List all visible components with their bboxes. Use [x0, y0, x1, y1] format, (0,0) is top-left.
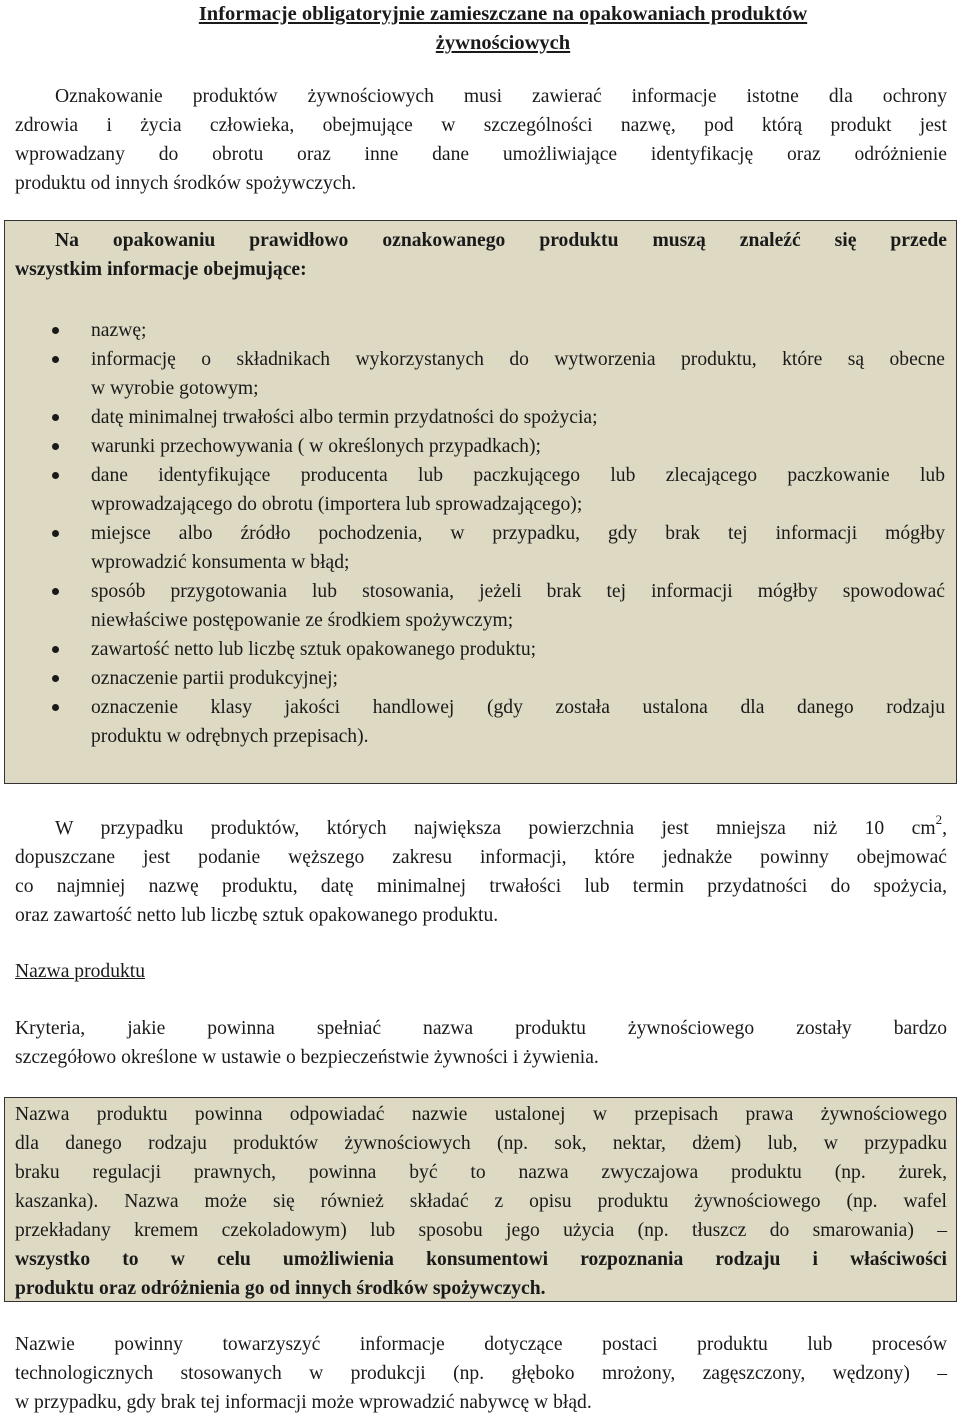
text-line: dopuszczane jest podanie węższego zakresu informacji, które jednakże powinny obejmować [15, 847, 947, 868]
list-item-text: datę minimalnej trwałości albo termin przydatności do spożycia; [91, 407, 598, 428]
list-item [55, 403, 945, 432]
list-item-text: niewłaściwe postępowanie ze środkiem spożywczym; [91, 610, 514, 631]
list-item-text: sposób przygotowania lub stosowania, jeżeli brak tej informacji mógłby spowodować [91, 581, 945, 602]
list-item-text: nazwę; [91, 320, 147, 341]
heading-text: Nazwa produktu [15, 961, 146, 982]
list-item [55, 693, 945, 751]
bullet-icon [52, 356, 59, 363]
list-item-text: warunki przechowywania ( w określonych przypadkach); [91, 436, 541, 457]
list-item-text: w wyrobie gotowym; [91, 378, 259, 399]
title-line: żywnościowych [435, 32, 571, 54]
list-item-text: miejsce albo źródło pochodzenia, w przypadku, gdy brak tej informacji mógłby [91, 523, 945, 544]
text-line: co najmniej nazwę produktu, datę minimalnej trwałości lub termin przydatności do spożycia, [15, 876, 947, 897]
list-item-text: zawartość netto lub liczbę sztuk opakowanego produktu; [91, 639, 537, 660]
list-item-text: wprowadzającego do obrotu (importera lub sprowadzającego); [91, 494, 583, 515]
bullet-icon [52, 327, 59, 334]
list-item [55, 345, 945, 403]
list-item [55, 635, 945, 664]
list-item-text: produktu w odrębnych przepisach). [91, 726, 369, 747]
text-segment: W przypadku produktów, których największa powierzchnia jest mniejsza niż 10 cm [55, 818, 936, 839]
text-line: szczegółowo określone w ustawie o bezpieczeństwie żywności i żywienia. [15, 1047, 599, 1068]
bullet-icon [52, 588, 59, 595]
intro-paragraph [15, 82, 947, 198]
text-line: kaszanka). Nazwa może się również składać z opisu produktu żywnościowego (np. wafel [15, 1191, 947, 1212]
text-line [15, 814, 947, 843]
bullet-icon [52, 414, 59, 421]
text-line: braku regulacji prawnych, powinna być to nazwa zwyczajowa produktu (np. żurek, [15, 1162, 947, 1183]
text-segment: , [942, 818, 947, 839]
text-line: produktu oraz odróżnienia go od innych środków spożywczych. [15, 1278, 546, 1299]
box-lead [15, 226, 947, 284]
list-item [55, 519, 945, 577]
list-item [55, 664, 945, 693]
bullet-icon [52, 530, 59, 537]
text-line: Nazwie powinny towarzyszyć informacje dotyczące postaci produktu lub procesów [15, 1334, 947, 1355]
text-line: w przypadku, gdy brak tej informacji może wprowadzić nabywcę w błąd. [15, 1392, 592, 1413]
text-line: Na opakowaniu prawidłowo oznakowanego produktu muszą znaleźć się przede [55, 230, 947, 251]
list-item-text: dane identyfikujące producenta lub paczkującego lub zlecającego paczkowanie lub [91, 465, 945, 486]
text-line: produktu od innych środków spożywczych. [15, 173, 357, 194]
list-item-text: oznaczenie partii produkcyjnej; [91, 668, 338, 689]
mandatory-info-list [55, 316, 945, 751]
text-line: Oznakowanie produktów żywnościowych musi zawierać informacje istotne dla ochrony [55, 86, 947, 107]
superscript: 2 [935, 812, 943, 828]
text-line: wszystkim informacje obejmujące: [15, 259, 307, 280]
outro-paragraph [15, 1330, 947, 1417]
text-line: zdrowia i życia człowieka, obejmujące w szczególności nazwę, pod którą produkt jest [15, 115, 947, 136]
text-line: Nazwa produktu powinna odpowiadać nazwie ustalonej w przepisach prawa żywnościowego [15, 1104, 947, 1125]
small-pack-paragraph [15, 814, 947, 930]
list-item-text: informację o składnikach wykorzystanych do wytworzenia produktu, które są obecne [91, 349, 945, 370]
criteria-paragraph [15, 1014, 947, 1072]
text-line: wprowadzany do obrotu oraz inne dane umożliwiające identyfikację oraz odróżnienie [15, 144, 947, 165]
list-item [55, 432, 945, 461]
list-item-text: oznaczenie klasy jakości handlowej (gdy została ustalona dla danego rodzaju [91, 697, 945, 718]
bullet-icon [52, 443, 59, 450]
bullet-icon [52, 646, 59, 653]
text-line: dla danego rodzaju produktów żywnościowych (np. sok, nektar, dżem) lub, w przypadku [15, 1133, 947, 1154]
text-line: Kryteria, jakie powinna spełniać nazwa produktu żywnościowego zostały bardzo [15, 1018, 947, 1039]
text-line: oraz zawartość netto lub liczbę sztuk opakowanego produktu. [15, 905, 499, 926]
section-heading [15, 957, 947, 986]
list-item [55, 577, 945, 635]
list-item [55, 316, 945, 345]
text-line: przekładany kremem czekoladowym) lub sposobu jego użycia (np. tłuszcz do smarowania) – [15, 1220, 947, 1241]
bullet-icon [52, 675, 59, 682]
product-name-paragraph [15, 1100, 947, 1303]
list-item [55, 461, 945, 519]
document-title [0, 0, 960, 58]
text-line: wszystko to w celu umożliwienia konsumentowi rozpoznania rodzaju i właściwości [15, 1249, 947, 1270]
list-item-text: wprowadzić konsumenta w błąd; [91, 552, 350, 573]
bullet-icon [52, 472, 59, 479]
title-line: Informacje obligatoryjnie zamieszczane na opakowaniach produktów [198, 3, 808, 25]
bullet-icon [52, 704, 59, 711]
text-line: technologicznych stosowanych w produkcji (np. głęboko mrożony, zagęszczony, wędzony) – [15, 1363, 947, 1384]
